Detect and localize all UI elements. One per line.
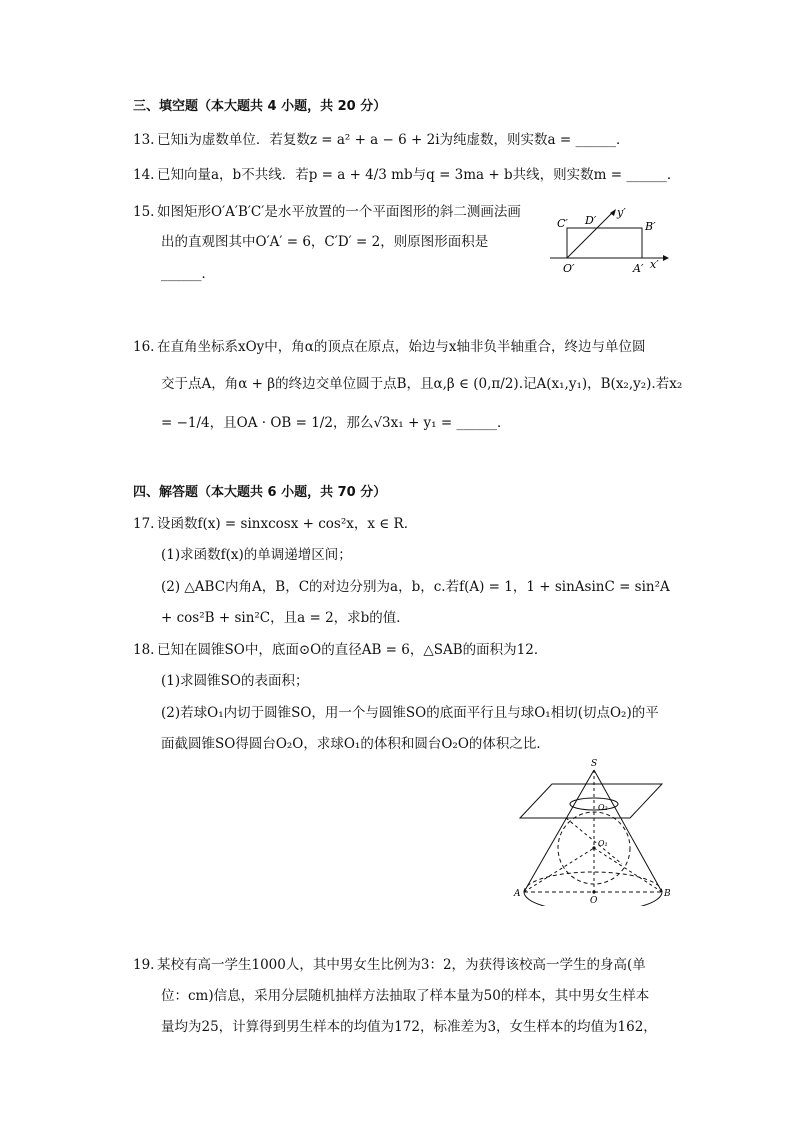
question-18-line-1 (133, 640, 547, 660)
question-number: 13. (133, 132, 155, 148)
label-o: O′ (563, 262, 575, 275)
question-19-line-2: 位：cm)信息，采用分层随机抽样方法抽取了样本量为50的样本，其中男女生样本 (161, 988, 650, 1004)
question-number: 18. (133, 642, 155, 658)
question-15-line-1 (133, 202, 521, 222)
point-o (592, 890, 595, 893)
cone-left-edge (524, 770, 594, 892)
question-number: 14. (133, 167, 155, 183)
label-b: B (664, 889, 671, 899)
section-3-title: 三、填空题（本大题共 4 小题，共 20 分） (133, 99, 387, 114)
question-13 (133, 130, 629, 150)
label-c: C′ (557, 217, 568, 230)
y-axis-arrow (610, 209, 616, 216)
cutting-plane (520, 784, 662, 818)
question-17-line-1 (133, 514, 417, 534)
question-text: 在直角坐标系xOy中，角α的顶点在原点，始边与x轴非负半轴重合，终边与单位圆 (157, 339, 646, 355)
question-17-line-2: (1)求函数f(x)的单调递增区间； (161, 547, 352, 563)
label-a: A′ (633, 262, 644, 275)
question-14 (133, 165, 680, 185)
label-s: S (591, 759, 598, 769)
question-19-line-1 (133, 955, 646, 975)
question-17-line-4: + cos²B + sin²C，且a = 2，求b的值． (161, 610, 410, 626)
rectangle-oblique-figure (545, 200, 670, 280)
label-o1: O₁ (598, 839, 608, 848)
question-18-line-2: (1)求圆锥SO的表面积； (161, 673, 309, 689)
question-text: 如图矩形O′A′B′C′是水平放置的一个平面图形的斜二测画法画 (157, 204, 521, 220)
question-15-line-2: 出的直观图其中O′A′ = 6，C′D′ = 2，则原图形面积是 (161, 234, 489, 250)
question-16-line-1 (133, 337, 646, 357)
label-a: A (514, 889, 521, 899)
question-text: 某校有高一学生1000人，其中男女生比例为3：2，为获得该校高一学生的身高(单 (157, 957, 646, 973)
cone-sphere-figure (512, 756, 672, 906)
label-d: D′ (585, 214, 597, 227)
point-o1 (592, 846, 595, 849)
section-4-title: 四、解答题（本大题共 6 小题，共 70 分） (133, 485, 387, 500)
question-18-line-3: (2)若球O₁内切于圆锥SO，用一个与圆锥SO的底面平行且与球O₁相切(切点O₂)的平 (161, 705, 659, 721)
x-axis-arrow (663, 255, 669, 261)
question-text: 已知向量a，b不共线．若p = a + 4/3 mb与q = 3ma + b共线，则实数m = ______． (157, 167, 681, 183)
rectangle (567, 228, 642, 258)
segment-b-o1 (594, 848, 662, 892)
question-number: 19. (133, 957, 155, 973)
cone-right-edge (594, 770, 662, 892)
question-16-line-2: 交于点A，角α + β的终边交单位圆于点B，且α,β ∈ (0,π/2).记A(x₁,y₁)，B(x₂,y₂).若x₂ (161, 376, 683, 392)
question-17-line-3: (2) △ABC内角A，B，C的对边分别为a，b，c.若f(A) = 1，1 + sinAsinC = sin²A (161, 579, 670, 595)
label-b: B′ (645, 220, 656, 233)
label-x: x′ (650, 258, 659, 271)
question-text: 已知i为虚数单位．若复数z = a² + a − 6 + 2i为纯虚数，则实数a = ______． (157, 132, 630, 148)
question-text: 已知在圆锥SO中，底面⊙O的直径AB = 6，△SAB的面积为12． (157, 642, 548, 658)
question-text: 设函数f(x) = sinxcosx + cos²x，x ∈ R． (157, 516, 418, 532)
question-19-line-3: 量均为25，计算得到男生样本的均值为172，标准差为3，女生样本的均值为162， (161, 1019, 657, 1035)
question-number: 15. (133, 204, 155, 220)
question-number: 16. (133, 339, 155, 355)
label-y: y′ (617, 206, 626, 219)
question-16-line-3: = −1/4，且OA · OB = 1/2，那么√3x₁ + y₁ = ______． (161, 415, 511, 431)
base-back-arc (524, 872, 662, 892)
question-number: 17. (133, 516, 155, 532)
label-o2: O₂ (598, 803, 608, 812)
question-15-line-3: ______． (161, 266, 215, 282)
label-o: O (590, 896, 598, 906)
question-18-line-4: 面截圆锥SO得圆台O₂O，求球O₁的体积和圆台O₂O的体积之比． (161, 736, 550, 752)
